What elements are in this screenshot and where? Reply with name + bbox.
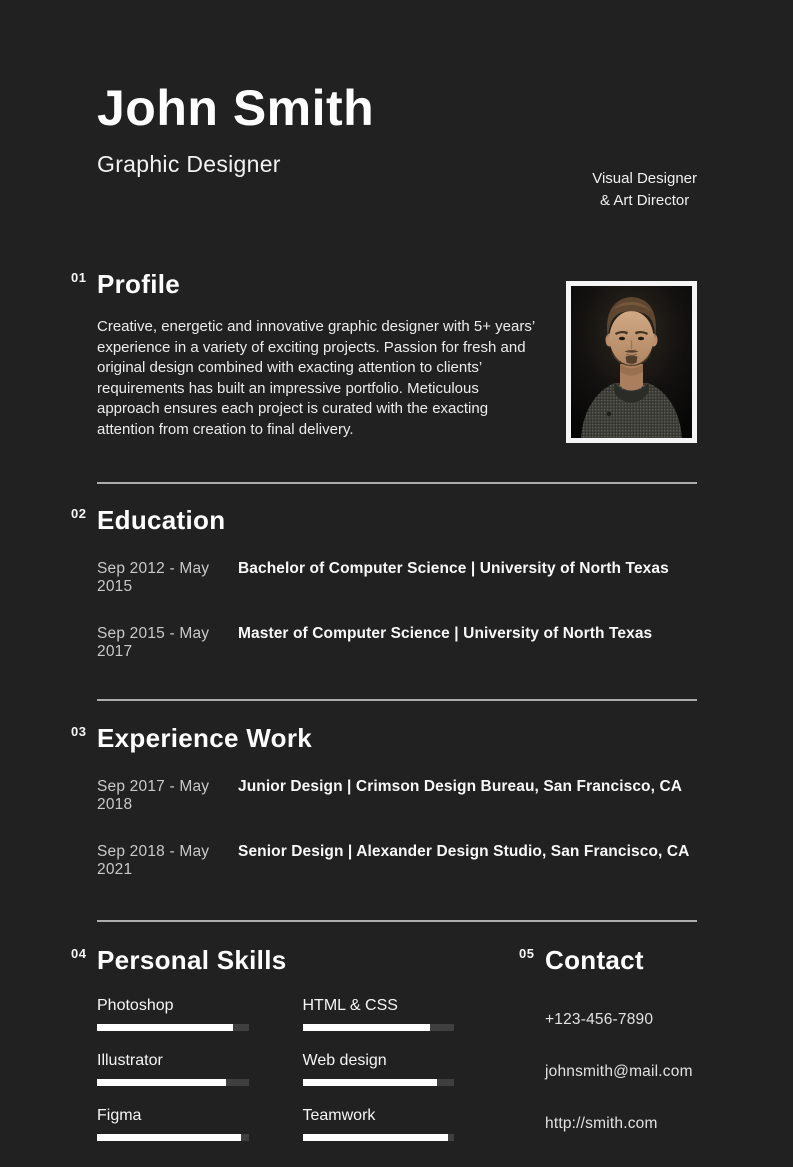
person-role: Graphic Designer xyxy=(97,151,281,177)
skill-label: Figma xyxy=(97,1107,142,1124)
tagline-line-2: & Art Director xyxy=(600,192,690,209)
contact-heading xyxy=(519,945,693,975)
skill-item xyxy=(97,1052,249,1086)
skills-column-left xyxy=(97,997,249,1162)
skill-item xyxy=(97,997,249,1031)
education-row xyxy=(97,625,697,661)
skill-bar-fill xyxy=(303,1134,448,1141)
skill-label: Photoshop xyxy=(97,997,174,1014)
section-title: Experience Work xyxy=(97,723,313,753)
skill-item xyxy=(97,1107,249,1141)
section-number: 04 xyxy=(71,946,87,961)
header-left xyxy=(97,78,374,178)
person-name: John Smith xyxy=(97,80,375,136)
skill-bar-fill xyxy=(97,1079,226,1086)
skill-bar-track xyxy=(97,1024,249,1031)
skill-bar-fill xyxy=(303,1079,438,1086)
skill-item xyxy=(303,1052,455,1086)
section-title: Contact xyxy=(545,945,644,975)
portrait-photo xyxy=(566,281,697,443)
section-title: Education xyxy=(97,505,226,535)
section-education xyxy=(71,505,697,661)
experience-row xyxy=(97,843,697,879)
education-description: Master of Computer Science | University of North Texas xyxy=(238,625,653,642)
divider xyxy=(97,482,697,484)
divider xyxy=(97,920,697,922)
skill-label: Web design xyxy=(302,1052,387,1069)
section-title: Profile xyxy=(97,269,181,299)
education-date: Sep 2012 - May 2015 xyxy=(97,560,210,595)
header-tagline xyxy=(592,168,697,212)
skill-bar-track xyxy=(303,1024,455,1031)
experience-row xyxy=(97,778,697,814)
skills-heading xyxy=(71,945,454,975)
skill-bar-fill xyxy=(303,1024,430,1031)
experience-date: Sep 2018 - May 2021 xyxy=(97,843,210,878)
experience-description: Junior Design | Crimson Design Bureau, San Francisco, CA xyxy=(238,778,683,795)
section-number: 05 xyxy=(519,946,535,961)
skill-bar-track xyxy=(97,1079,249,1086)
skill-item xyxy=(303,1107,455,1141)
section-contact xyxy=(519,945,693,1167)
skills-column-right xyxy=(303,997,455,1162)
education-description: Bachelor of Computer Science | University of North Texas xyxy=(238,560,669,577)
experience-heading xyxy=(71,723,697,753)
skill-bar-fill xyxy=(97,1024,233,1031)
experience-date: Sep 2017 - May 2018 xyxy=(97,778,210,813)
section-number: 03 xyxy=(71,724,87,739)
skill-bar-track xyxy=(303,1079,455,1086)
education-heading xyxy=(71,505,697,535)
section-experience xyxy=(71,723,697,879)
education-date: Sep 2015 - May 2017 xyxy=(97,625,210,660)
skill-bar-track xyxy=(303,1134,455,1141)
section-number: 01 xyxy=(71,270,87,285)
skill-bar-track xyxy=(97,1134,249,1141)
skill-label: Teamwork xyxy=(302,1107,376,1124)
skill-label: Illustrator xyxy=(97,1052,163,1069)
skill-label: HTML & CSS xyxy=(302,997,398,1014)
tagline-line-1: Visual Designer xyxy=(592,170,697,187)
section-number: 02 xyxy=(71,506,87,521)
section-profile xyxy=(71,269,697,443)
contact-email: johnsmith@mail.com xyxy=(545,1063,693,1080)
profile-summary: Creative, energetic and innovative graphic designer with 5+ years’ experience in a variety of exciting projects. Passion for fresh and original design combined with exacting attention to clients’ requirements has built an impressive portfolio. Meticulous approach ensures each project is curated with the exacting attention from creation to final delivery. xyxy=(97,318,535,438)
section-personal-skills xyxy=(71,945,454,1167)
divider xyxy=(97,699,697,701)
education-row xyxy=(97,560,697,596)
profile-heading xyxy=(71,269,544,299)
skill-item xyxy=(303,997,455,1031)
contact-phone: +123-456-7890 xyxy=(545,1011,654,1028)
header xyxy=(97,78,697,212)
experience-description: Senior Design | Alexander Design Studio, San Francisco, CA xyxy=(238,843,690,860)
section-title: Personal Skills xyxy=(97,945,287,975)
portrait-photo-illustration xyxy=(571,286,692,438)
skill-bar-fill xyxy=(97,1134,241,1141)
contact-website: http://smith.com xyxy=(545,1115,658,1132)
